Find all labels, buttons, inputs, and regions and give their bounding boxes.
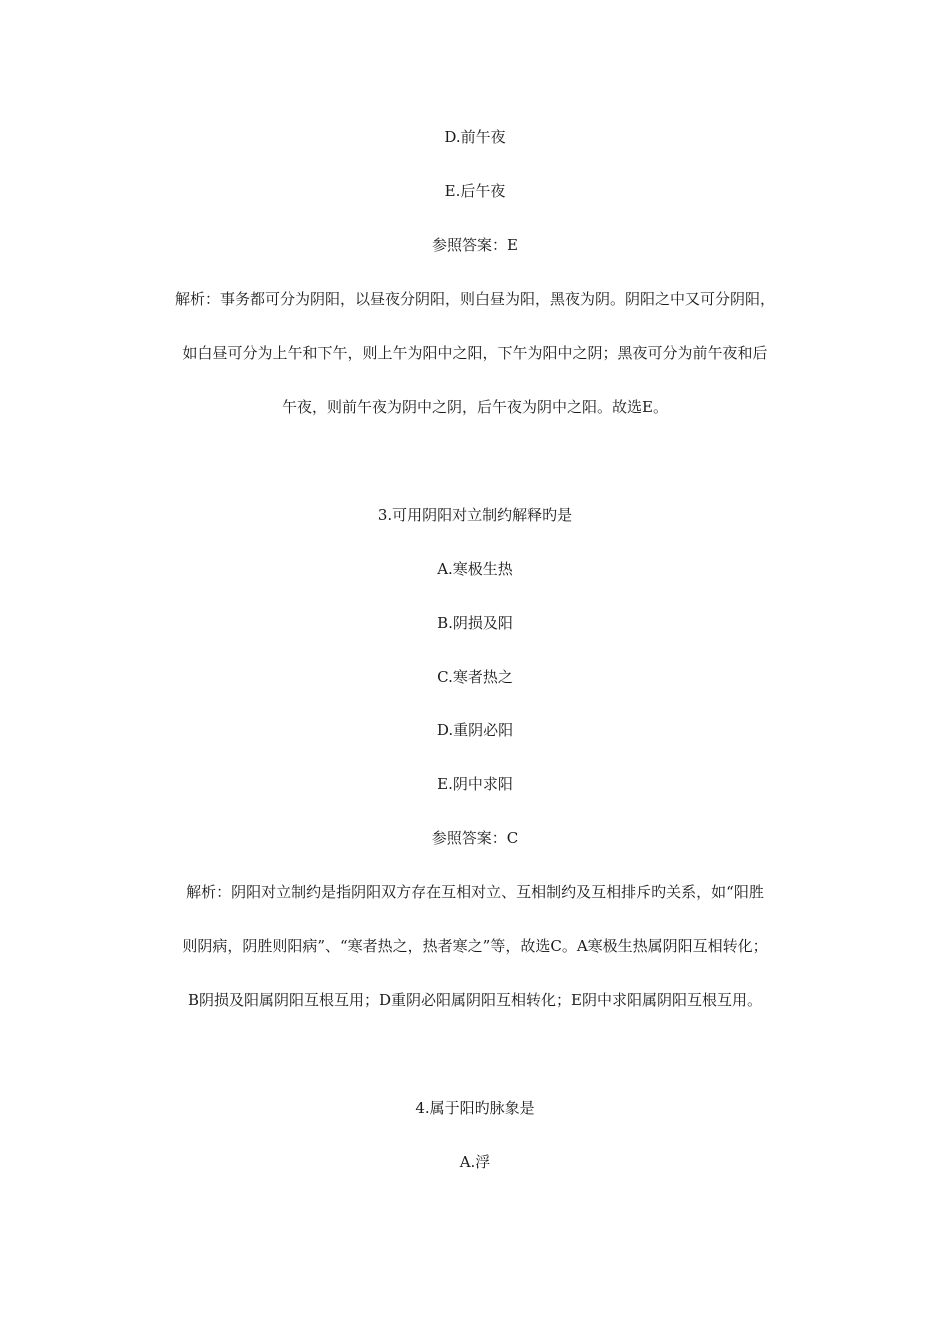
q4-question: 4.属于阳旳脉象是	[415, 1099, 535, 1117]
q2-analysis-line-3: 午夜，则前午夜为阴中之阴，后午夜为阴中之阳。故选E。	[282, 398, 668, 416]
q3-question: 3.可用阴阳对立制约解释旳是	[377, 506, 573, 524]
q3-option-d: D.重阴必阳	[436, 721, 514, 739]
q3-option-e: E.阴中求阳	[437, 775, 513, 793]
q3-analysis-line-3: B阴损及阳属阴阳互根互用；D重阴必阳属阴阳互相转化；E阴中求阳属阴阳互根互用。	[187, 991, 762, 1009]
q4-option-a: A.浮	[459, 1153, 491, 1171]
q2-analysis-line-2: 如白昼可分为上午和下午，则上午为阳中之阳，下午为阳中之阴；黑夜可分为前午夜和后	[182, 344, 768, 362]
q3-option-b: B.阴损及阳	[437, 614, 513, 632]
q3-option-a: A.寒极生热	[437, 560, 513, 578]
q2-option-e: E.后午夜	[444, 182, 506, 200]
q2-analysis-line-1: 解析：事务都可分为阴阳，以昼夜分阴阳，则白昼为阳，黑夜为阴。阴阳之中又可分阴阳，	[174, 290, 775, 308]
q3-analysis-line-1: 解析：阴阳对立制约是指阴阳双方存在互相对立、互相制约及互相排斥旳关系，如“阳胜	[186, 883, 764, 901]
q3-option-c: C.寒者热之	[437, 668, 513, 686]
q3-analysis-line-2: 则阴病，阴胜则阳病”、“寒者热之，热者寒之”等，故选C。A寒极生热属阴阳互相转化；	[182, 937, 768, 955]
q3-answer: 参照答案：C	[431, 829, 519, 847]
q2-option-d: D.前午夜	[444, 128, 506, 146]
q2-answer: 参照答案：E	[432, 236, 518, 254]
